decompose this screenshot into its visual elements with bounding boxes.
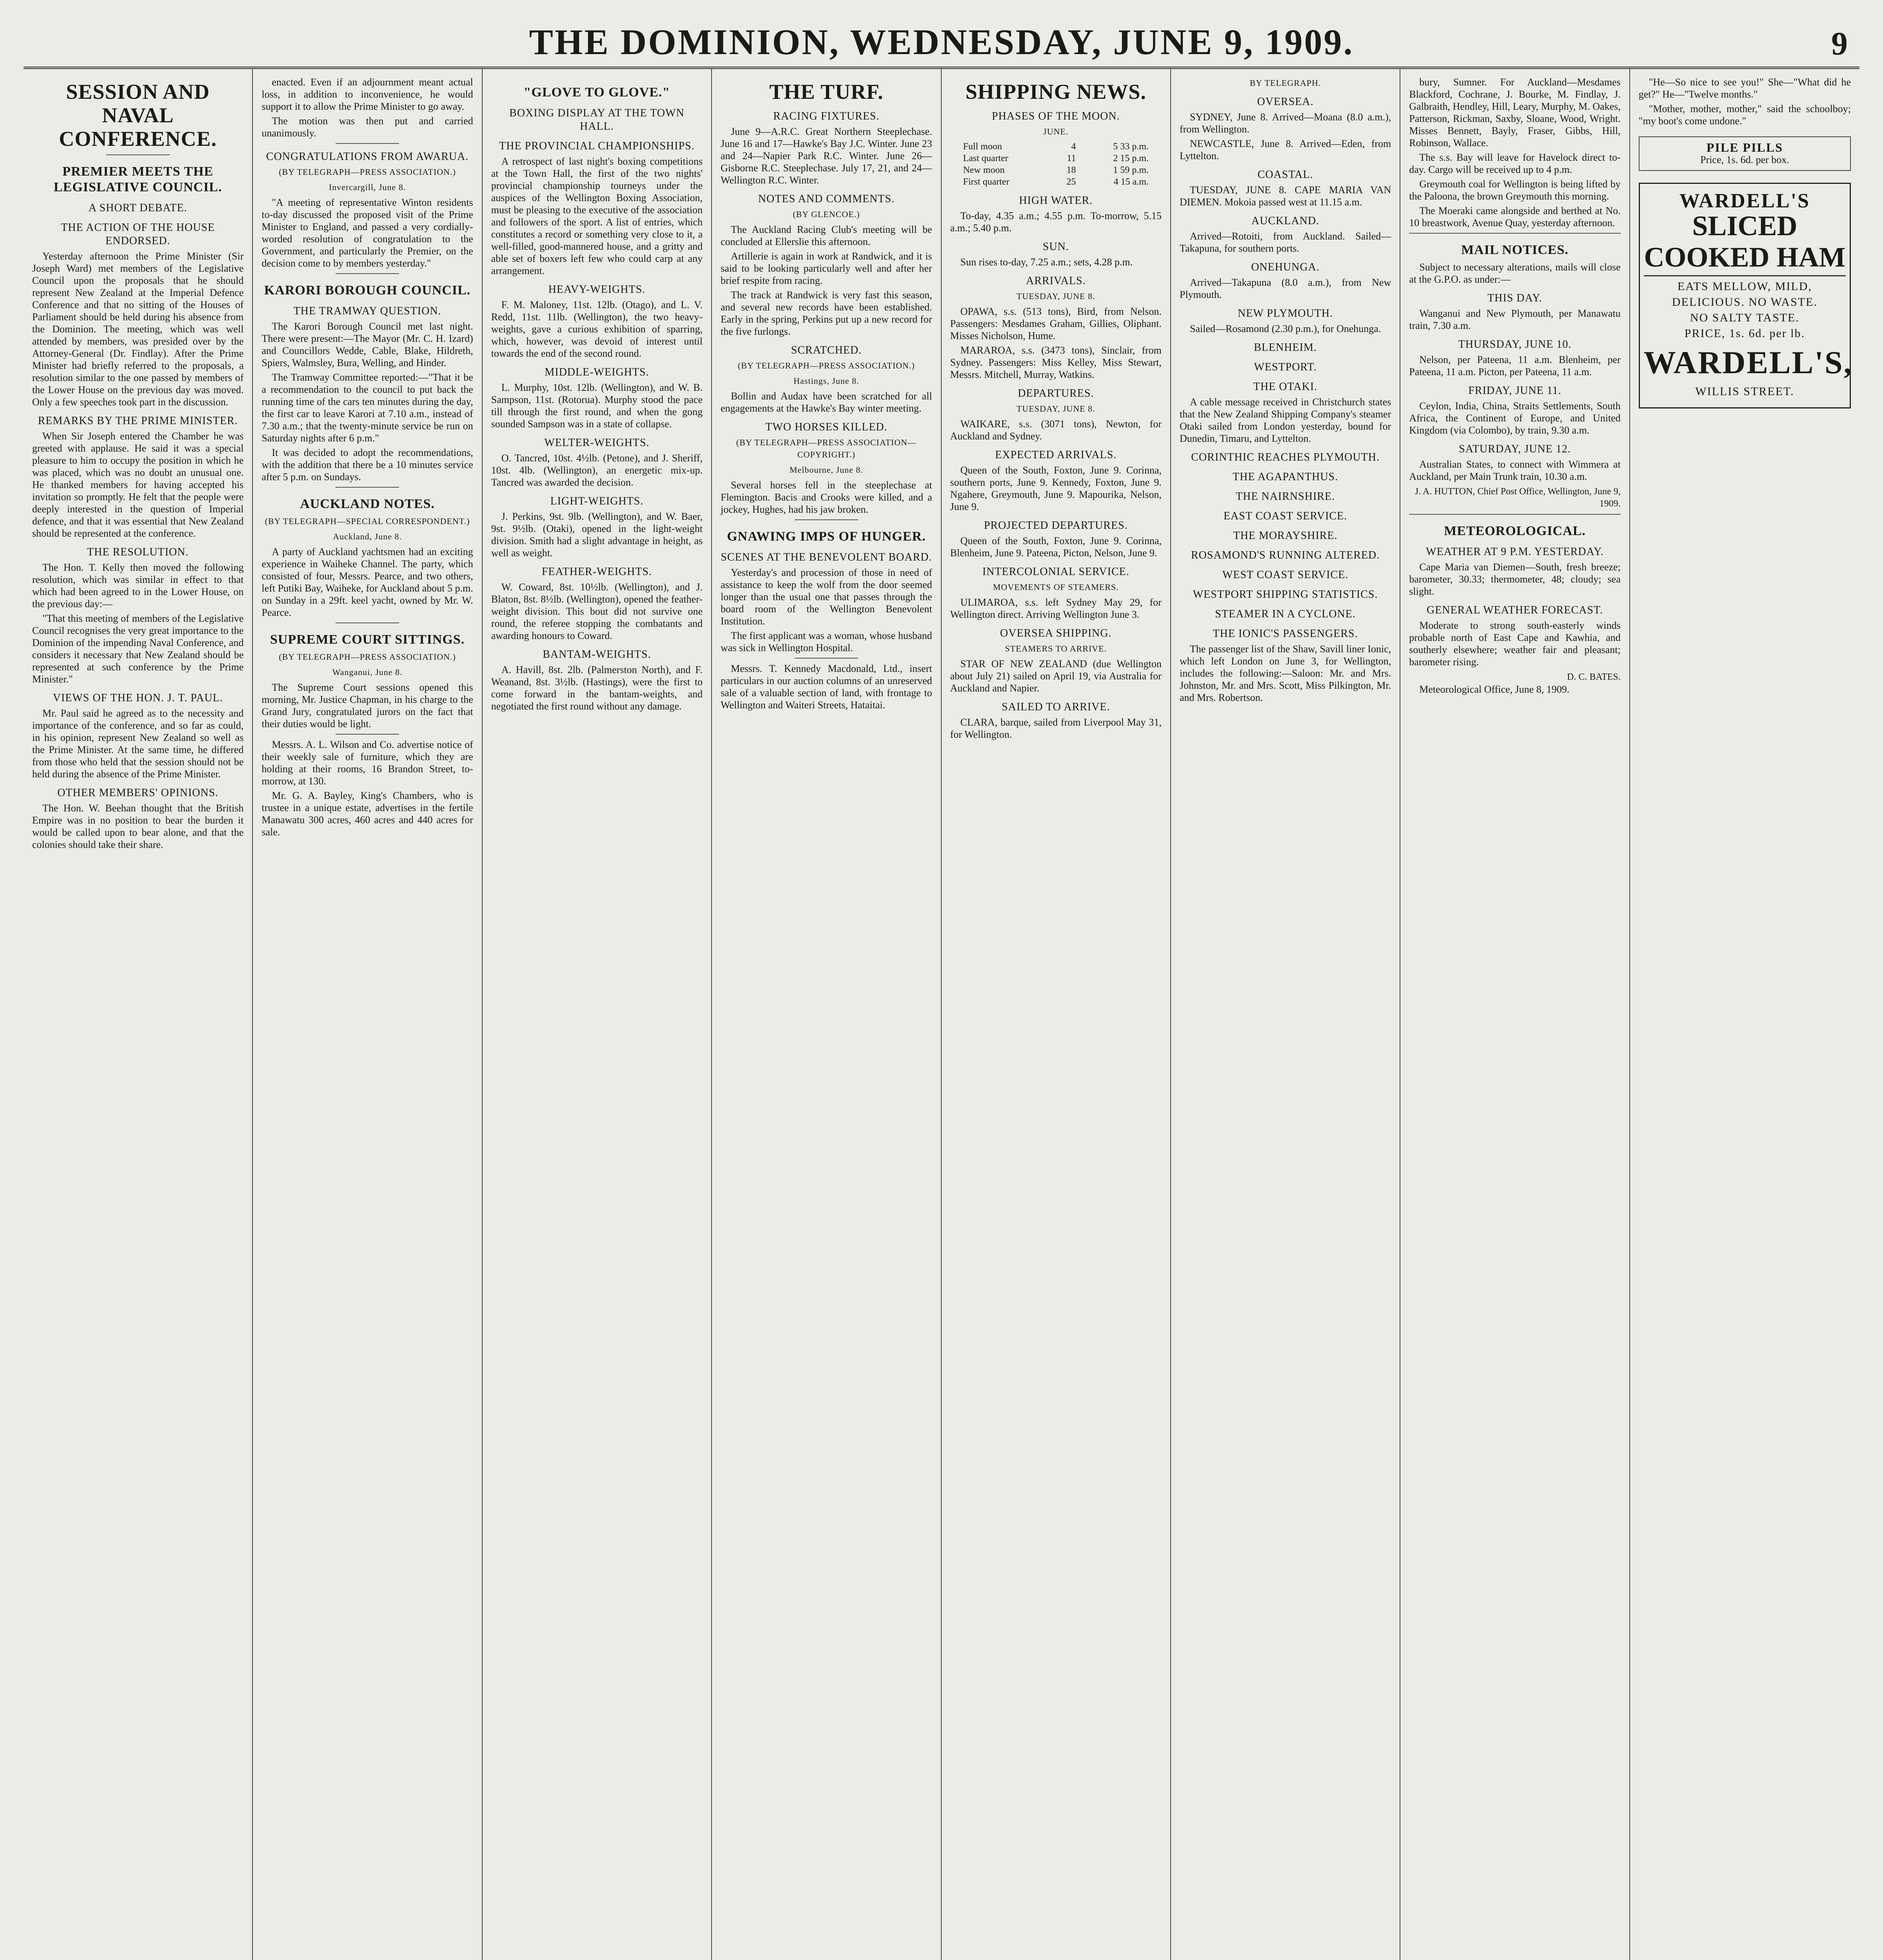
article-paragraph: Moderate to strong south-easterly winds probable north of East Cape and Kawhia, and southerly elsewhere; weather fair and pleasant; barometer rising. (1409, 620, 1621, 668)
article-paragraph: When Sir Joseph entered the Chamber he was greeted with applause. He said it was a special pleasure to him to occupy the position in which he was placed, which was no doubt an unusual one. He thanked members for having accepted his invitation so promptly. He felt that the people were deeply interested in the question of Imperial defence, and that it was essential that New Zealand should be represented at the conference. (32, 430, 244, 539)
headline-supreme-court: SUPREME COURT SITTINGS. (270, 632, 465, 647)
article-paragraph: F. M. Maloney, 11st. 12lb. (Otago), and L. V. Redd, 11st. 11lb. (Wellington), the two heavy-weights, gave a curious exhibition of sparring, which, however, was devoid of interest until towards the end of the second round. (491, 299, 703, 359)
subhead-expected: EXPECTED ARRIVALS. (995, 449, 1117, 461)
article-paragraph: The track at Randwick is very fast this season, and several new records have been established. Early in the spring, Perkins put up a new record for the five furlongs. (721, 289, 932, 337)
article-paragraph: The Karori Borough Council met last night. There were present:—The Mayor (Mr. C. H. Izard) and Councillors Wedde, Cable, Blake, Hildreth, Spiers, Walmsley, Bura, Welling, and Hinder. (261, 321, 473, 368)
article-paragraph: The Hon. T. Kelly then moved the following resolution, which was similar in effect to that which had been agreed to in the Lower House, on the previous day:— (32, 562, 244, 610)
list-item: Cape Maria van Diemen—South, fresh breeze; barometer, 30.33; thermometer, 48; cloudy; sea slight. (1409, 561, 1621, 597)
moon-phases-table (961, 141, 1151, 188)
subhead-provincial: THE PROVINCIAL CHAMPIONSHIPS. (499, 140, 695, 152)
article-paragraph: Meteorological Office, June 8, 1909. (1419, 684, 1570, 695)
headline-shipping: SHIPPING NEWS. (965, 80, 1146, 103)
subhead-premier: PREMIER MEETS THE LEGISLATIVE COUNCIL. (54, 164, 222, 194)
article-paragraph: Yesterday afternoon the Prime Minister (Sir Joseph Ward) met members of the Legislative Council upon the proposals that he should represent New Zealand at the Imperial Defence Conference and that no sitting of the Houses of Parliament should be held during his absence from the Dominion. The meeting, which was well attended by members, was presided over by the Attorney-General (Dr. Findlay). After the Prime Minister had briefly referred to the proposals, a resolution similar to the one passed by members of the Lower House on the previous day was moved. Only a few speeches took part in the discussion. (32, 250, 244, 408)
ad-line: DELICIOUS. NO WASTE. (1672, 296, 1818, 309)
dateline: Invercargill, June 8. (329, 182, 406, 192)
subhead-resolution: THE RESOLUTION. (87, 546, 189, 558)
article-paragraph: "That this meeting of members of the Legislative Council recognises the very great importance to the Dominion of the impending Naval Conference, and considers it necessary that New Zealand should be represented at such conference by the Prime Minister." (32, 613, 244, 685)
divider (1409, 233, 1620, 234)
columns (24, 69, 1859, 1960)
subhead-sun: SUN. (1042, 241, 1069, 253)
subhead-westport: WESTPORT. (1254, 361, 1317, 373)
article-paragraph: The s.s. Bay will leave for Havelock direct to-day. Cargo will be received up to 4 p.m. (1409, 152, 1621, 175)
article-paragraph: It was decided to adopt the recommendations, with the addition that there be a 10 minutes service after 5 p.m. on Sundays. (261, 447, 473, 483)
article-paragraph: The Moeraki came alongside and berthed at No. 10 breastwork, Avenue Quay, yesterday afternoon. (1409, 205, 1621, 229)
article-paragraph: O. Tancred, 10st. 4½lb. (Petone), and J. Sheriff, 10st. 4lb. (Wellington), an energetic mix-up. Tancred was awarded the decision. (491, 452, 703, 488)
headline-karori: KARORI BOROUGH COUNCIL. (264, 283, 471, 298)
subhead-coastal: COASTAL. (1257, 169, 1313, 181)
article-paragraph: A cable message received in Christchurch states that the New Zealand Shipping Company's steamer Otaki sailed from London yesterday, bound for Dunedin, Timaru, and Lyttelton. (1179, 396, 1391, 444)
article-paragraph: The passenger list of the Shaw, Savill liner Ionic, which left London on June 3, for Wellington, includes the following:—Saloon: Mr. and Mrs. Johnston, Mr. and Mrs. Scott, Miss Pilkington, Mr. and Mrs. Robertson. (1179, 643, 1391, 703)
article-paragraph: Several horses fell in the steeplechase at Flemington. Bacis and Crooks were killed, and a jockey, Hughes, had his jaw broken. (721, 479, 932, 515)
column-5 (942, 69, 1171, 1960)
list-item: Arrived—Takapuna (8.0 a.m.), from New Plymouth. (1179, 277, 1391, 300)
article-paragraph: W. Coward, 8st. 10½lb. (Wellington), and J. Blaton, 8st. 8½lb. (Wellington), opened the feather-weight division. This bout did not survive one round, the referee stopping the combatants and awarding honours to Coward. (491, 581, 703, 641)
divider (336, 734, 399, 735)
article-paragraph: J. Perkins, 9st. 9lb. (Wellington), and W. Baer, 9st. 9½lb. (Otaki), opened in the light-weight division. Smith had a slight advantage in height, as well as weight. (491, 511, 703, 559)
article-paragraph: A party of Auckland yachtsmen had an exciting experience in Waiheke Channel. The party, which consisted of four, Messrs. Pearce, and two others, left Putiki Bay, Waiheke, for Auckland about 5 p.m. on Sunday in a 29ft. keel yacht, owned by Mr. W. Pearce. (261, 546, 473, 618)
dateline: Wanganui, June 8. (332, 667, 403, 677)
subhead-steamers: STEAMERS TO ARRIVE. (1005, 644, 1107, 653)
subhead-corinthic: CORINTHIC REACHES PLYMOUTH. (1191, 451, 1380, 463)
subhead-bantam: BANTAM-WEIGHTS. (543, 648, 651, 661)
subhead-otaki: THE OTAKI. (1253, 381, 1318, 393)
byline: (BY TELEGRAPH—PRESS ASSOCIATION—COPYRIGHT.) (736, 437, 917, 459)
table-row: First quarter 25 4 15 a.m. (963, 177, 1149, 187)
list-item: Nelson, per Pateena, 11 a.m. Blenheim, per Pateena, 11 a.m. Picton, per Pateena, 11 a.m. (1409, 354, 1621, 377)
column-7 (1400, 69, 1630, 1960)
divider (795, 658, 858, 659)
subhead-fixtures: RACING FIXTURES. (773, 110, 880, 122)
subhead-views-paul: VIEWS OF THE HON. J. T. PAUL. (53, 692, 223, 704)
list-item: STAR OF NEW ZEALAND (due Wellington about July 21) sailed on April 19, via Australia for Auckland and Napier. (950, 658, 1162, 694)
dateline: TUESDAY, JUNE 8. (1016, 291, 1095, 301)
column-6 (1171, 69, 1400, 1960)
subhead-onehunga: ONEHUNGA. (1251, 261, 1320, 273)
article-paragraph: bury, Sumner. For Auckland—Mesdames Blackford, Cochrane, J. Bourke, M. Findlay, J. Galbraith, Hendley, Hill, Leary, Murphy, M. Oakes, Patterson, Rickman, Saxby, Sloane, Wood, Wright. Misses Bennett, Bayly, Fraser, Gibbs, Hill, Robinson, Wallace. (1409, 76, 1621, 149)
list-item: Wanganui and New Plymouth, per Manawatu train, 7.30 a.m. (1409, 308, 1621, 331)
sun-text: Sun rises to-day, 7.25 a.m.; sets, 4.28 p.m. (960, 256, 1133, 268)
subhead-friday: FRIDAY, JUNE 11. (1468, 385, 1562, 397)
subhead-light: LIGHT-WEIGHTS. (550, 495, 644, 507)
ad-line: Price, 1s. 6d. per box. (1700, 154, 1789, 165)
subhead-westport-stats: WESTPORT SHIPPING STATISTICS. (1193, 588, 1378, 601)
article-paragraph: Artillerie is again in work at Randwick, and it is said to be looking particularly well and after her brief respite from racing. (721, 250, 932, 286)
byline: (BY TELEGRAPH—PRESS ASSOCIATION.) (279, 167, 456, 177)
list-item: Ceylon, India, China, Straits Settlements, South Africa, the Continent of Europe, and United Kingdom (via Colombo), by train, 9.30 a.m. (1409, 400, 1621, 436)
meteorologist-signature: D. C. BATES. (1567, 672, 1621, 682)
dateline: Hastings, June 8. (794, 376, 859, 386)
subhead-movements: MOVEMENTS OF STEAMERS. (993, 582, 1119, 592)
subhead-arrivals: ARRIVALS. (1026, 275, 1086, 287)
article-paragraph: L. Murphy, 10st. 12lb. (Wellington), and W. B. Sampson, 11st. (Rotorua). Murphy stood the pace till through the first round, and when the gong sounded Sampson was in a state of collapse. (491, 382, 703, 430)
headline-glove: "GLOVE TO GLOVE." (523, 85, 670, 100)
subhead-other-opinions: OTHER MEMBERS' OPINIONS. (57, 787, 219, 799)
subhead-oversea: OVERSEA SHIPPING. (1000, 627, 1112, 639)
subhead-new-plymouth: NEW PLYMOUTH. (1238, 307, 1333, 319)
article-paragraph: Bollin and Audax have been scratched for all engagements at the Hawke's Bay winter meeting. (721, 390, 932, 414)
column-1 (24, 69, 253, 1960)
dateline: TUESDAY, JUNE 8. (1016, 404, 1095, 414)
subhead-remarks: REMARKS BY THE PRIME MINISTER. (38, 415, 238, 427)
table-row: New moon 18 1 59 p.m. (963, 165, 1149, 175)
month-label: JUNE. (1043, 127, 1069, 136)
article-paragraph: enacted. Even if an adjournment meant actual loss, in addition to inconvenience, he would support it to allow the Prime Minister to go away. (261, 76, 473, 112)
divider (336, 273, 399, 274)
article-paragraph: The Supreme Court sessions opened this morning, Mr. Justice Chapman, in his charge to the Grand Jury, congratulated jurors on the fact that their duties would be light. (261, 682, 473, 730)
article-paragraph: "A meeting of representative Winton residents to-day discussed the proposed visit of the Prime Minister to England, and passed a very cordially-worded resolution of congratulation to the Government, and particularly the Premier, on the decision come to by members yesterday." (261, 197, 473, 269)
list-item: WAIKARE, s.s. (3071 tons), Newton, for Auckland and Sydney. (950, 418, 1162, 442)
subhead-moon: PHASES OF THE MOON. (991, 110, 1120, 122)
high-water-text: To-day, 4.35 a.m.; 4.55 p.m. To-morrow, 5.15 a.m.; 5.40 p.m. (950, 210, 1162, 234)
postmaster-signature: J. A. HUTTON, Chief Post Office, Wellington, June 9, 1909. (1415, 486, 1621, 509)
subhead-boxing: BOXING DISPLAY AT THE TOWN HALL. (509, 107, 685, 132)
list-item: Australian States, to connect with Wimmera at Auckland, per Main Trunk train, 10.30 a.m. (1409, 459, 1621, 482)
byline: (BY TELEGRAPH—SPECIAL CORRESPONDENT.) (265, 516, 470, 526)
subhead-forecast: GENERAL WEATHER FORECAST. (1426, 604, 1603, 616)
byline: (BY TELEGRAPH—PRESS ASSOCIATION.) (279, 652, 456, 662)
subhead-blenheim: BLENHEIM. (1254, 341, 1317, 354)
subhead-cyclone: STEAMER IN A CYCLONE. (1215, 608, 1356, 620)
headline-hunger: GNAWING IMPS OF HUNGER. (727, 529, 926, 544)
article-paragraph: The Auckland Racing Club's meeting will be concluded at Ellerslie this afternoon. (721, 224, 932, 247)
subhead-feather: FEATHER-WEIGHTS. (541, 566, 652, 578)
divider (106, 154, 170, 155)
article-paragraph: "He—So nice to see you!" She—"What did he get?" He—"Twelve months." (1638, 76, 1851, 100)
headline-turf: THE TURF. (769, 80, 884, 103)
article-paragraph: June 9—A.R.C. Great Northern Steeplechase. June 16 and 17—Hawke's Bay J.C. Winter. June 23 and 24—Napier Park R.C. Winter. June 26—Gisborne R.C. Steeplechase. July 17, 21, and 24—Wellington R.C. Winter. (721, 126, 932, 186)
article-paragraph: Mr. G. A. Bayley, King's Chambers, who is trustee in a unique estate, advertises in the fertile Manawatu 300 acres, 460 acres and 440 acres for sale. (261, 790, 473, 838)
subhead-benevolent: SCENES AT THE BENEVOLENT BOARD. (721, 551, 932, 563)
list-item: Queen of the South, Foxton, June 9. Corinna, southern ports, June 9. Kennedy, Foxton, June 9. Ngahere, Greymouth, June 9. Mapourika, Nelson, June 9. (950, 465, 1162, 512)
article-paragraph: The first applicant was a woman, whose husband was sick in Wellington Hospital. (721, 630, 932, 653)
headline-meteorological: METEOROLOGICAL. (1444, 524, 1586, 538)
divider (336, 487, 399, 488)
advertisement-wardells (1639, 183, 1851, 408)
dateline: Melbourne, June 8. (789, 465, 863, 475)
subhead-action: THE ACTION OF THE HOUSE ENDORSED. (61, 221, 215, 247)
subhead-auckland: AUCKLAND. (1251, 215, 1320, 227)
subhead-nairnshire: THE NAIRNSHIRE. (1236, 490, 1335, 503)
subhead-high-water: HIGH WATER. (1019, 194, 1093, 207)
dateline: Auckland, June 8. (333, 532, 402, 541)
ad-brand-large: WARDELL'S, (1643, 345, 1853, 380)
article-paragraph: A. Havill, 8st. 2lb. (Palmerston North), and F. Weanand, 8st. 3½lb. (Hastings), were the first to come forward in the bantam-weights, and negotiated the first round without any damage. (491, 664, 703, 712)
list-item: TUESDAY, JUNE 8. CAPE MARIA VAN DIEMEN. Mokoia passed west at 11.15 a.m. (1179, 184, 1391, 208)
masthead (24, 16, 1859, 69)
subhead-oversea: OVERSEA. (1257, 96, 1314, 108)
article-paragraph: The Tramway Committee reported:—"That it be a recommendation to the council to put back the running time of the cars ten minutes during the day, the first car to leave Karori at 7.10 a.m., instead of 7.30 a.m.; that the twenty-minute service be run on Saturday nights after 6 p.m." (261, 372, 473, 444)
column-2 (253, 69, 482, 1960)
ad-brand: WARDELL'S (1679, 190, 1810, 212)
ad-price: PRICE, 1s. 6d. per lb. (1684, 327, 1805, 340)
list-item: MARAROA, s.s. (3473 tons), Sinclair, from Sydney. Passengers: Miss Kelley, Miss Stewart, Messrs. Mitchell, Murray, Watkins. (950, 345, 1162, 380)
article-paragraph: Greymouth coal for Wellington is being lifted by the Paloona, the brown Greymouth this morning. (1409, 178, 1621, 202)
subhead-projected: PROJECTED DEPARTURES. (984, 519, 1128, 532)
ad-product: SLICED COOKED HAM (1644, 210, 1846, 273)
article-paragraph: A retrospect of last night's boxing competitions at the Town Hall, the first of the two nights' provincial championship tourneys under the auspices of the Wellington Boxing Association, must be pleasing to the executive of the association and followers of the sport. A list of entries, which constitutes a record or something very close to it, a well-filled, good-mannered house, and a gritty and able set of boxers left few who could carp at any arrangement. (491, 156, 703, 276)
list-item: CLARA, barque, sailed from Liverpool May 31, for Wellington. (950, 717, 1162, 740)
subhead-ionic: THE IONIC'S PASSENGERS. (1213, 628, 1358, 640)
subhead-west-coast: WEST COAST SERVICE. (1222, 569, 1349, 581)
subhead-notes: NOTES AND COMMENTS. (758, 193, 895, 205)
article-paragraph: Messrs. A. L. Wilson and Co. advertise notice of their weekly sale of furniture, which they are holding at their rooms, 16 Brandon Street, to-morrow, at 130. (261, 739, 473, 787)
subhead-departures: DEPARTURES. (1018, 387, 1094, 399)
table-row: Full moon 4 5 33 p.m. (963, 142, 1149, 152)
table-row: Last quarter 11 2 15 p.m. (963, 153, 1149, 163)
subhead-tramway: THE TRAMWAY QUESTION. (293, 305, 441, 317)
headline-auckland-notes: AUCKLAND NOTES. (300, 497, 435, 511)
subhead-weather: WEATHER AT 9 P.M. YESTERDAY. (1426, 546, 1604, 558)
list-item: OPAWA, s.s. (513 tons), Bird, from Nelson. Passengers: Mesdames Graham, Gillies, Oliphant. Misses Nicholson, Hume. (950, 306, 1162, 341)
masthead-title: THE DOMINION, WEDNESDAY, JUNE 9, 1909. (529, 22, 1354, 62)
headline-mail-notices: MAIL NOTICES. (1461, 243, 1569, 257)
ad-street: WILLIS STREET. (1695, 385, 1794, 398)
subhead-intercolonial: INTERCOLONIAL SERVICE. (982, 566, 1129, 578)
byline: (BY TELEGRAPH—PRESS ASSOCIATION.) (737, 361, 915, 370)
list-item: Sailed—Rosamond (2.30 p.m.), for Onehunga. (1189, 323, 1381, 334)
subhead-heavy: HEAVY-WEIGHTS. (548, 283, 646, 296)
divider (336, 622, 399, 623)
list-item: NEWCASTLE, June 8. Arrived—Eden, from Lyttelton. (1179, 138, 1391, 162)
article-paragraph: "Mother, mother, mother," said the schoolboy; "my boot's come undone." (1638, 103, 1851, 127)
ad-line: EATS MELLOW, MILD, (1677, 280, 1812, 293)
subhead-scratched: SCRATCHED. (791, 344, 862, 356)
subhead-horses-killed: TWO HORSES KILLED. (765, 421, 888, 433)
article-paragraph: The Hon. W. Beehan thought that the British Empire was in no position to bear the burden it would be called upon to bear alone, and that the colonies should take their share. (32, 802, 244, 850)
subhead-this-day: THIS DAY. (1487, 292, 1542, 304)
divider (1409, 514, 1620, 515)
subhead-welter: WELTER-WEIGHTS. (544, 437, 650, 449)
column-4 (712, 69, 941, 1960)
subhead-rosamond: ROSAMOND'S RUNNING ALTERED. (1191, 549, 1380, 561)
divider (795, 519, 858, 520)
subhead-middle: MIDDLE-WEIGHTS. (545, 366, 649, 378)
subhead-thursday: THURSDAY, JUNE 10. (1458, 338, 1572, 350)
page-number: 9 (1831, 25, 1848, 62)
byline: (BY GLENCOE.) (793, 209, 860, 219)
divider (336, 143, 399, 144)
article-paragraph: Mr. Paul said he agreed as to the necessity and importance of the conference, and so far as could, in his opinion, represent New Zealand so well as the Prime Minister. At the same time, he differed from those who held that the session should not be held during the absence of the Prime Minister. (32, 708, 244, 780)
article-paragraph: The motion was then put and carried unanimously. (261, 115, 473, 139)
subhead-morayshire: THE MORAYSHIRE. (1233, 530, 1338, 542)
article-paragraph: Subject to necessary alterations, mails will close at the G.P.O. as under:— (1409, 261, 1621, 285)
byline: BY TELEGRAPH. (1249, 78, 1321, 88)
headline-session: SESSION AND NAVAL CONFERENCE. (59, 80, 217, 151)
list-item: SYDNEY, June 8. Arrived—Moana (8.0 a.m.), from Wellington. (1179, 111, 1391, 135)
ad-line: NO SALTY TASTE. (1690, 311, 1799, 324)
list-item: ULIMAROA, s.s. left Sydney May 29, for Wellington direct. Arriving Wellington June 3. (950, 597, 1162, 620)
subhead-sailed: SAILED TO ARRIVE. (1001, 701, 1110, 713)
column-3 (483, 69, 712, 1960)
article-paragraph: Yesterday's and procession of those in need of assistance to keep the wolf from the door seemed longer than the usual one that passes through the board room of the Wellington Benevolent Institution. (721, 567, 932, 627)
subhead-saturday: SATURDAY, JUNE 12. (1459, 443, 1571, 455)
list-item: Arrived—Rotoiti, from Auckland. Sailed—Takapuna, for southern ports. (1179, 230, 1391, 254)
column-8 (1630, 69, 1859, 1960)
headline-congratulations: CONGRATULATIONS FROM AWARUA. (266, 151, 469, 163)
subhead-east-coast: EAST COAST SERVICE. (1223, 510, 1347, 522)
subhead-agapanthus: THE AGAPANTHUS. (1233, 471, 1338, 483)
subhead-short-debate: A SHORT DEBATE. (88, 202, 187, 214)
list-item: Queen of the South, Foxton, June 9. Corinna, Blenheim, June 9. Pateena, Picton, Nelson, June 9. (950, 535, 1162, 559)
advertisement-pills (1639, 136, 1851, 171)
ad-head: PILE PILLS (1706, 140, 1783, 154)
article-paragraph: Messrs. T. Kennedy Macdonald, Ltd., insert particulars in our auction columns of an unreserved sale of a valuable section of land, with frontage to Wellington and Waiteri Streets, Hataitai. (721, 663, 932, 711)
divider (1644, 275, 1846, 276)
